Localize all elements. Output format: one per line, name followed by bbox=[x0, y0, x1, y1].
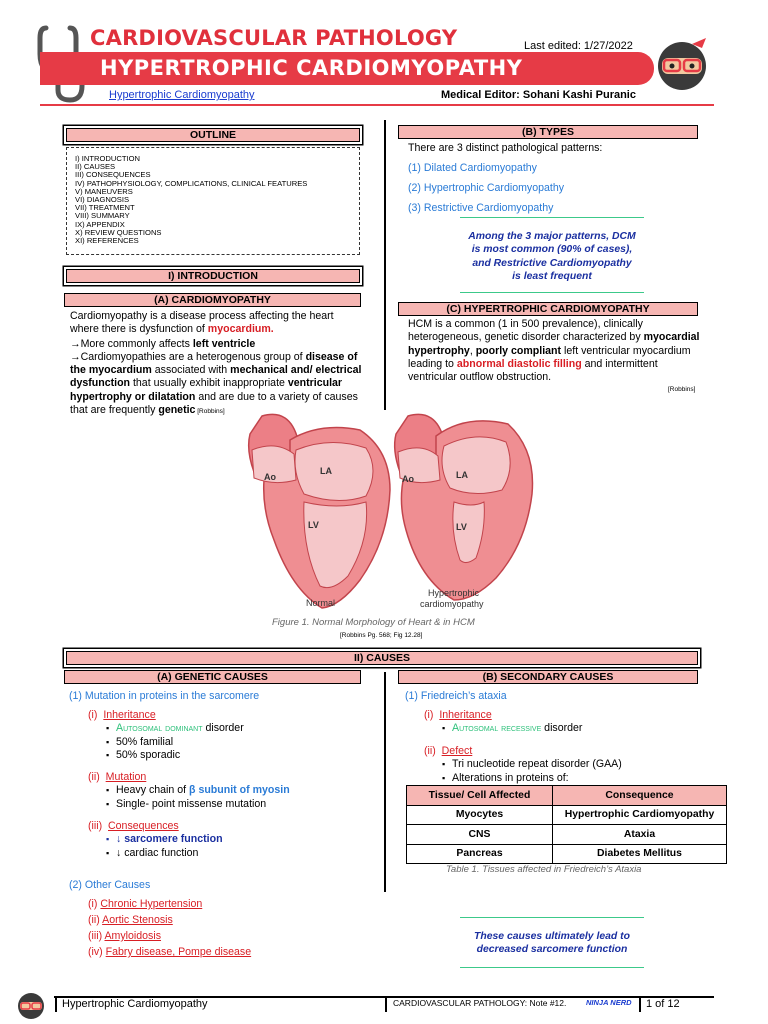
list-item: ▪ 50% sporadic bbox=[106, 749, 244, 763]
section-heading-causes: II) CAUSES bbox=[66, 651, 698, 665]
callout-rule bbox=[460, 217, 644, 218]
list-item: ▪ Autosomal dominant disorder bbox=[106, 722, 244, 736]
label-hcm-line1: Hypertrophic bbox=[428, 588, 480, 598]
outline-item[interactable]: V) MANEUVERS bbox=[75, 186, 133, 196]
list-item: (iii) Amyloidosis bbox=[88, 930, 162, 942]
table-header: Consequence bbox=[553, 786, 727, 806]
list-item: ▪ Heavy chain of β subunit of myosin bbox=[106, 784, 290, 798]
page-number: 1 of 12 bbox=[646, 998, 680, 1010]
subsection-heading-secondary: (B) SECONDARY CAUSES bbox=[398, 670, 698, 684]
list-item: ▪ ↓ cardiac function bbox=[106, 847, 223, 861]
table-header-row bbox=[407, 786, 727, 806]
label-normal: Normal bbox=[306, 598, 336, 608]
genetic-consequences-list bbox=[106, 833, 223, 860]
topic-title: HYPERTROPHIC CARDIOMYOPATHY bbox=[100, 56, 523, 80]
ninja-mascot-icon bbox=[14, 990, 48, 1020]
secondary-callout: These causes ultimately lead to decreased sarcomere function bbox=[474, 931, 630, 956]
outline-item[interactable]: X) REVIEW QUESTIONS bbox=[75, 227, 162, 237]
outline-list bbox=[66, 147, 360, 255]
table-cell: Ataxia bbox=[553, 825, 727, 845]
course-title: CARDIOVASCULAR PATHOLOGY bbox=[90, 26, 458, 50]
list-item: ▪ Tri nucleotide repeat disorder (GAA) bbox=[442, 758, 622, 772]
callout-rule bbox=[460, 292, 644, 293]
label-hcm-line2: cardiomyopathy bbox=[420, 599, 484, 609]
hcm-reference: [Robbins] bbox=[668, 386, 696, 393]
list-item: ▪ 50% familial bbox=[106, 736, 244, 750]
header-divider bbox=[40, 104, 714, 106]
footer-tick bbox=[55, 998, 57, 1012]
intro-paragraph: Cardiomyopathy is a disease process affecting the heart where there is dysfunction of myocardium. →More commonly affects left ventricle →Cardiomyopathies are a heterogenous group of disease of the myocardium associated with mechanical and/ electrical dysfunction that usually exhibit inappropriate ventricular hypertrophy or dilatation and are due to a variety of causes that are frequently genetic [Robbins] bbox=[70, 310, 362, 417]
label-lv: LV bbox=[456, 522, 467, 532]
secondary-inheritance-list bbox=[442, 722, 582, 736]
table-cell: Diabetes Mellitus bbox=[553, 844, 727, 864]
genetic-inheritance-title: (i) Inheritance bbox=[88, 709, 156, 721]
label-lv: LV bbox=[308, 520, 319, 530]
types-callout: Among the 3 major patterns, DCM is most common (90% of cases), and Restrictive Cardiomyopathy is least frequent bbox=[468, 231, 636, 282]
table-row bbox=[407, 844, 727, 864]
table-row bbox=[407, 805, 727, 825]
secondary-defect-title: (ii) Defect bbox=[424, 745, 473, 757]
figure-caption: Figure 1. Normal Morphology of Heart & in HCM bbox=[272, 617, 475, 628]
medical-editor: Medical Editor: Sohani Kashi Puranic bbox=[441, 89, 636, 101]
friedreich-table bbox=[406, 785, 727, 864]
outline-heading: OUTLINE bbox=[66, 128, 360, 142]
column-divider bbox=[384, 120, 386, 410]
outline-item[interactable]: VII) TREATMENT bbox=[75, 203, 135, 213]
genetic-item-1: (1) Mutation in proteins in the sarcomere bbox=[69, 690, 260, 702]
outline-item[interactable]: IX) APPENDIX bbox=[75, 219, 125, 229]
list-item: ▪ Autosomal recessive disorder bbox=[442, 722, 582, 736]
list-item: ▪ Single- point missense mutation bbox=[106, 798, 290, 812]
outline-item[interactable]: II) CAUSES bbox=[75, 162, 116, 172]
outline-item[interactable]: III) CONSEQUENCES bbox=[75, 170, 151, 180]
normal-heart-illustration bbox=[249, 414, 390, 608]
types-item: (3) Restrictive Cardiomyopathy bbox=[408, 202, 554, 214]
secondary-inheritance-title: (i) Inheritance bbox=[424, 709, 492, 721]
table-caption: Table 1. Tissues affected in Friedreich’s Ataxia bbox=[446, 864, 642, 875]
topic-link[interactable]: Hypertrophic Cardiomyopathy bbox=[109, 89, 255, 101]
footer-brand-logo: NINJA NERD bbox=[586, 998, 632, 1007]
hcm-heart-illustration bbox=[395, 414, 533, 600]
ninja-mascot-icon bbox=[652, 34, 712, 94]
footer-note: CARDIOVASCULAR PATHOLOGY: Note #12. bbox=[393, 998, 567, 1008]
types-intro: There are 3 distinct pathological patterns: bbox=[408, 142, 603, 154]
column-divider bbox=[384, 672, 386, 892]
table-cell: Myocytes bbox=[407, 805, 553, 825]
secondary-defect-list bbox=[442, 758, 622, 785]
outline-item[interactable]: XI) REFERENCES bbox=[75, 236, 139, 246]
outline-item[interactable]: I) INTRODUCTION bbox=[75, 154, 140, 163]
label-ao: Ao bbox=[264, 472, 276, 482]
subsection-heading-hcm: (C) HYPERTROPHIC CARDIOMYOPATHY bbox=[398, 302, 698, 316]
table-cell: CNS bbox=[407, 825, 553, 845]
outline-item[interactable]: VI) DIAGNOSIS bbox=[75, 195, 130, 205]
callout-rule bbox=[460, 917, 644, 918]
genetic-item-2: (2) Other Causes bbox=[69, 879, 151, 891]
genetic-mutation-list bbox=[106, 784, 290, 811]
footer-tick bbox=[639, 998, 641, 1012]
subsection-heading-genetic: (A) GENETIC CAUSES bbox=[64, 670, 361, 684]
heart-morphology-figure bbox=[240, 410, 540, 615]
callout-rule bbox=[460, 967, 644, 968]
other-causes-list bbox=[88, 896, 251, 960]
outline-item[interactable]: IV) PATHOPHYSIOLOGY, COMPLICATIONS, CLINICAL FEATURES bbox=[75, 178, 308, 188]
subsection-heading-cardiomyopathy: (A) CARDIOMYOPATHY bbox=[64, 293, 361, 307]
outline-item[interactable]: VIII) SUMMARY bbox=[75, 211, 130, 221]
hcm-paragraph: HCM is a common (1 in 500 prevalence), clinically heterogeneous, genetic disorder characterized by myocardial hypertrophy, poorly compliant left ventricular myocardium leading to abnormal diastolic filling and intermittent ventricular outflow obstruction. bbox=[408, 318, 700, 384]
secondary-item-1: (1) Friedreich’s ataxia bbox=[405, 690, 507, 702]
last-edited: Last edited: 1/27/2022 bbox=[524, 40, 633, 52]
list-item: (iv) Fabry disease, Pompe disease bbox=[88, 946, 252, 958]
table-cell: Hypertrophic Cardiomyopathy bbox=[553, 805, 727, 825]
list-item: ▪ ↓ sarcomere function bbox=[106, 833, 223, 847]
genetic-consequences-title: (iii) Consequences bbox=[88, 820, 179, 832]
footer-tick bbox=[385, 998, 387, 1012]
label-ao: Ao bbox=[402, 474, 414, 484]
list-item: (ii) Aortic Stenosis bbox=[88, 914, 173, 926]
table-cell: Pancreas bbox=[407, 844, 553, 864]
label-la: LA bbox=[320, 466, 332, 476]
label-la: LA bbox=[456, 470, 468, 480]
figure-source: [Robbins Pg. 568; Fig 12.28] bbox=[340, 632, 423, 639]
footer-topic: Hypertrophic Cardiomyopathy bbox=[62, 998, 208, 1010]
list-item: (i) Chronic Hypertension bbox=[88, 898, 203, 910]
genetic-mutation-title: (ii) Mutation bbox=[88, 771, 147, 783]
types-item: (2) Hypertrophic Cardiomyopathy bbox=[408, 182, 565, 194]
list-item: ▪ Alterations in proteins of: bbox=[442, 772, 622, 786]
types-item: (1) Dilated Cardiomyopathy bbox=[408, 162, 537, 174]
subsection-heading-types: (B) TYPES bbox=[398, 125, 698, 139]
section-heading-introduction: I) INTRODUCTION bbox=[66, 269, 360, 283]
genetic-inheritance-list bbox=[106, 722, 244, 763]
table-header: Tissue/ Cell Affected bbox=[407, 786, 553, 806]
table-row bbox=[407, 825, 727, 845]
